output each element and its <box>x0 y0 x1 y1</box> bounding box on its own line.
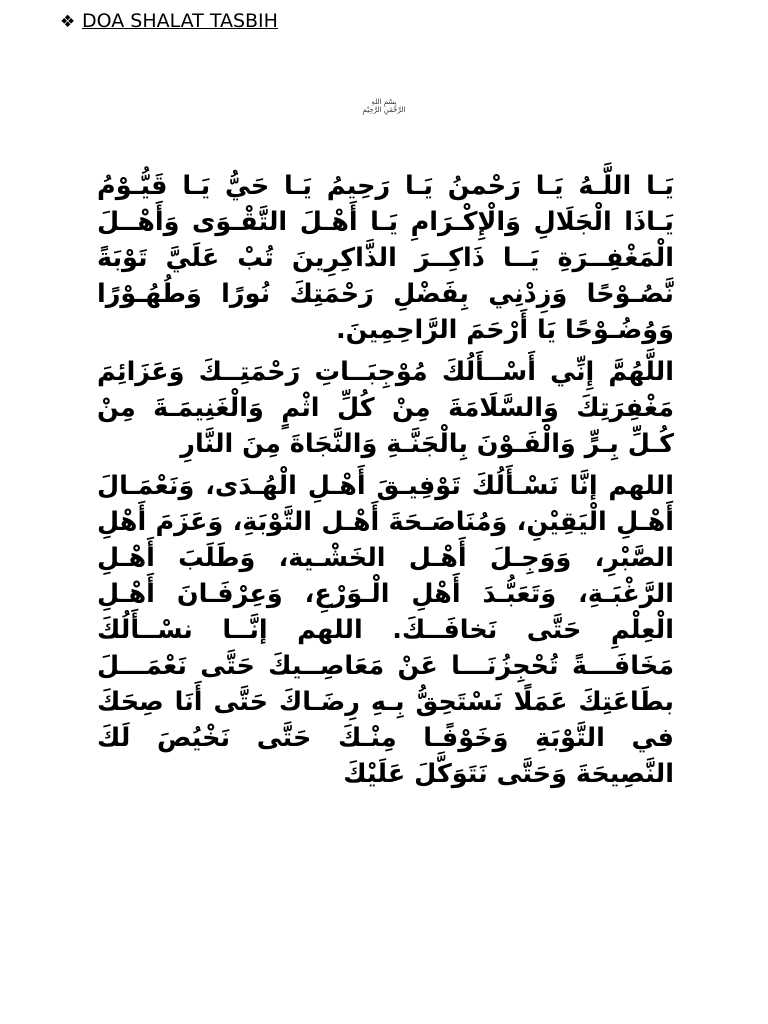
diamond-bullet-icon: ❖ <box>60 12 76 32</box>
prayer-paragraph-3: اللهم إنَّا نَسْـأَلُكَ تَوْفِيـقَ أَهْـلِ الْهُـدَى، وَنَعْمَـالَ أَهْـلِ الْيَقِيْنِ، وَمُنَاصَـحَةَ أَهْـل التَّوْبَةِ، وَعَزَمَ أَهْلِ الصَّبْرِ، وَوَجِـلَ أَهْـل الخَشْـية، وَطَلَبَ أَهْـلِ الرَّغْبَـةِ، وَتَعَبُّـدَ أَهْلِ الْـوَرْعِ، وَعِرْفَـانَ أَهْـلِ الْعِلْمِ حَتَّى نَخافَــكَ. اللهم إنَّــا نسْــأَلُكَ مَخَافَـــةً تُحْجِزُنَـــا عَنْ مَعَاصِــيكَ حَتَّى نَعْمَـــلَ بطَاعَتِكَ عَمَلًا نَسْتَحِقُّ بِـهِ رِضَـاكَ حَتَّى أَنَا صِحَكَ في التَّوْبَةِ وَخَوْفًـا مِنْـكَ حَتَّى نَخْيُصَ لَكَ النَّصِيحَةَ وَحَتَّى نَتَوَكَّلَ عَلَيْكَ <box>97 471 674 789</box>
basmala-calligraphy <box>0 98 768 114</box>
basmala-line-1: بِسْمِ اللهِ <box>371 98 397 106</box>
heading-title: DOA SHALAT TASBIH <box>82 10 278 32</box>
document-heading <box>60 10 278 32</box>
prayer-text <box>97 168 674 798</box>
prayer-paragraph-1: يَـا اللَّـهُ يَـا رَحْمنُ يَـا رَحِيمُ يَـا حَيُّ يَـا قَيُّـوْمُ يَـاذَا الْجَلَالِ وَالْإِكْـرَامِ يَـا أَهْـلَ التَّقْـوَى وَأَهْــلَ الْمَغْفِــرَةِ يَــا ذَاكِــرَ الذَّاكِرِينَ تُبْ عَلَيَّ تَوْبَةً نَّصُـوْحًا وَزِدْنِي بِفَضْلِ رَحْمَتِكَ نُورًا وَطُهُـوْرًا وَوُضُـوْحًا يَا أَرْحَمَ الرَّاحِمِينَ. <box>97 171 674 345</box>
prayer-paragraph-2: اللَّهُمَّ إِنِّي أَسْــأَلُكَ مُوْجِبَــاتِ رَحْمَتِــكَ وَعَزَائِمَ مَغْفِرَتِكَ وَالسَّلَامَةَ مِنْ كُلِّ اثْمٍ وَالْغَنِيمَـةَ مِنْ كُـلِّ بِـرٍّ وَالْفَـوْنَ بِالْجَنَّـةِ وَالنَّجَاةَ مِنَ النَّارِ <box>97 357 674 459</box>
basmala-line-2: الرَّحْمٰنِ الرَّحِيْمِ <box>362 106 406 114</box>
